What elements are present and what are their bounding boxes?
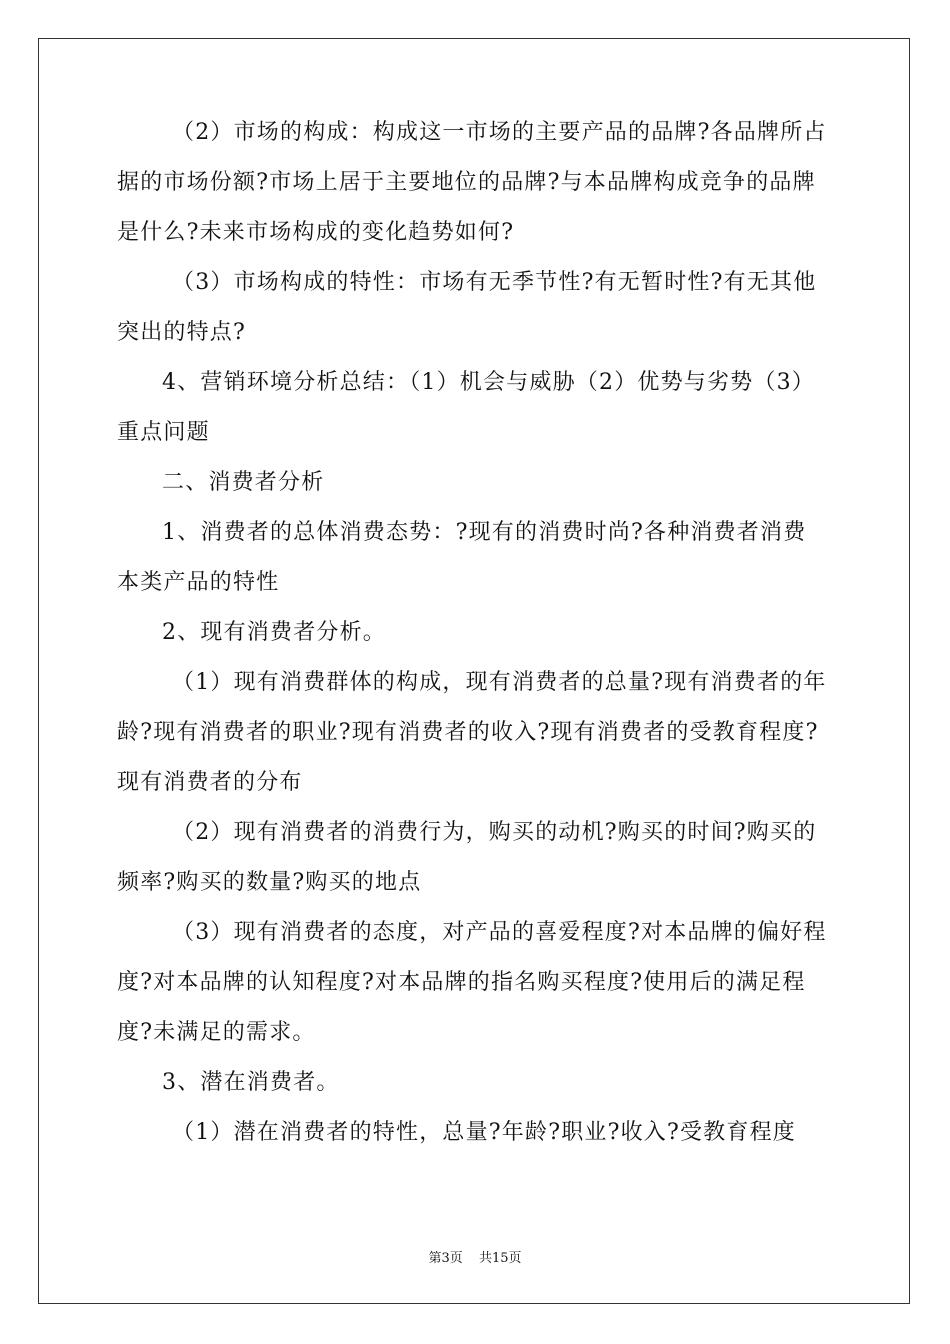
page-total: 共15页 [478, 1251, 522, 1266]
paragraph-line: 度?对本品牌的认知程度?对本品牌的指名购买程度?使用后的满足程 [117, 970, 806, 995]
paragraph-line: 2、现有消费者分析。 [162, 620, 386, 645]
paragraph-line: 突出的特点? [117, 320, 246, 345]
paragraph-line: 据的市场份额?市场上居于主要地位的品牌?与本品牌构成竞争的品牌 [117, 170, 816, 195]
paragraph-line: （2）现有消费者的消费行为，购买的动机?购买的时间?购买的 [172, 820, 817, 845]
paragraph-line: 本类产品的特性 [117, 570, 280, 595]
paragraph-line: 龄?现有消费者的职业?现有消费者的收入?现有消费者的受教育程度? [117, 720, 819, 745]
section-heading: 二、消费者分析 [162, 470, 325, 495]
paragraph-line: （3）现有消费者的态度，对产品的喜爱程度?对本品牌的偏好程 [172, 920, 827, 945]
paragraph-line: 1、消费者的总体消费态势：?现有的消费时尚?各种消费者消费 [162, 520, 807, 545]
paragraph-line: （1）现有消费群体的构成，现有消费者的总量?现有消费者的年 [172, 670, 827, 695]
paragraph-line: 4、营销环境分析总结：（1）机会与威胁（2）优势与劣势（3） [162, 370, 815, 395]
paragraph-line: 频率?购买的数量?购买的地点 [117, 870, 422, 895]
paragraph-line: （1）潜在消费者的特性，总量?年龄?职业?收入?受教育程度 [172, 1120, 796, 1145]
paragraph-line: 3、潜在消费者。 [162, 1070, 340, 1095]
paragraph-line: 重点问题 [117, 420, 210, 445]
paragraph-line: （2）市场的构成：构成这一市场的主要产品的品牌?各品牌所占 [172, 120, 827, 145]
paragraph-line: 现有消费者的分布 [117, 770, 303, 795]
page-footer [0, 1247, 950, 1266]
document-body [117, 120, 835, 1170]
paragraph-line: 度?未满足的需求。 [117, 1020, 316, 1045]
paragraph-line: 是什么?未来市场构成的变化趋势如何? [117, 220, 515, 245]
paragraph-line: （3）市场构成的特性：市场有无季节性?有无暂时性?有无其他 [172, 270, 817, 295]
page-number: 第3页 [428, 1251, 463, 1266]
